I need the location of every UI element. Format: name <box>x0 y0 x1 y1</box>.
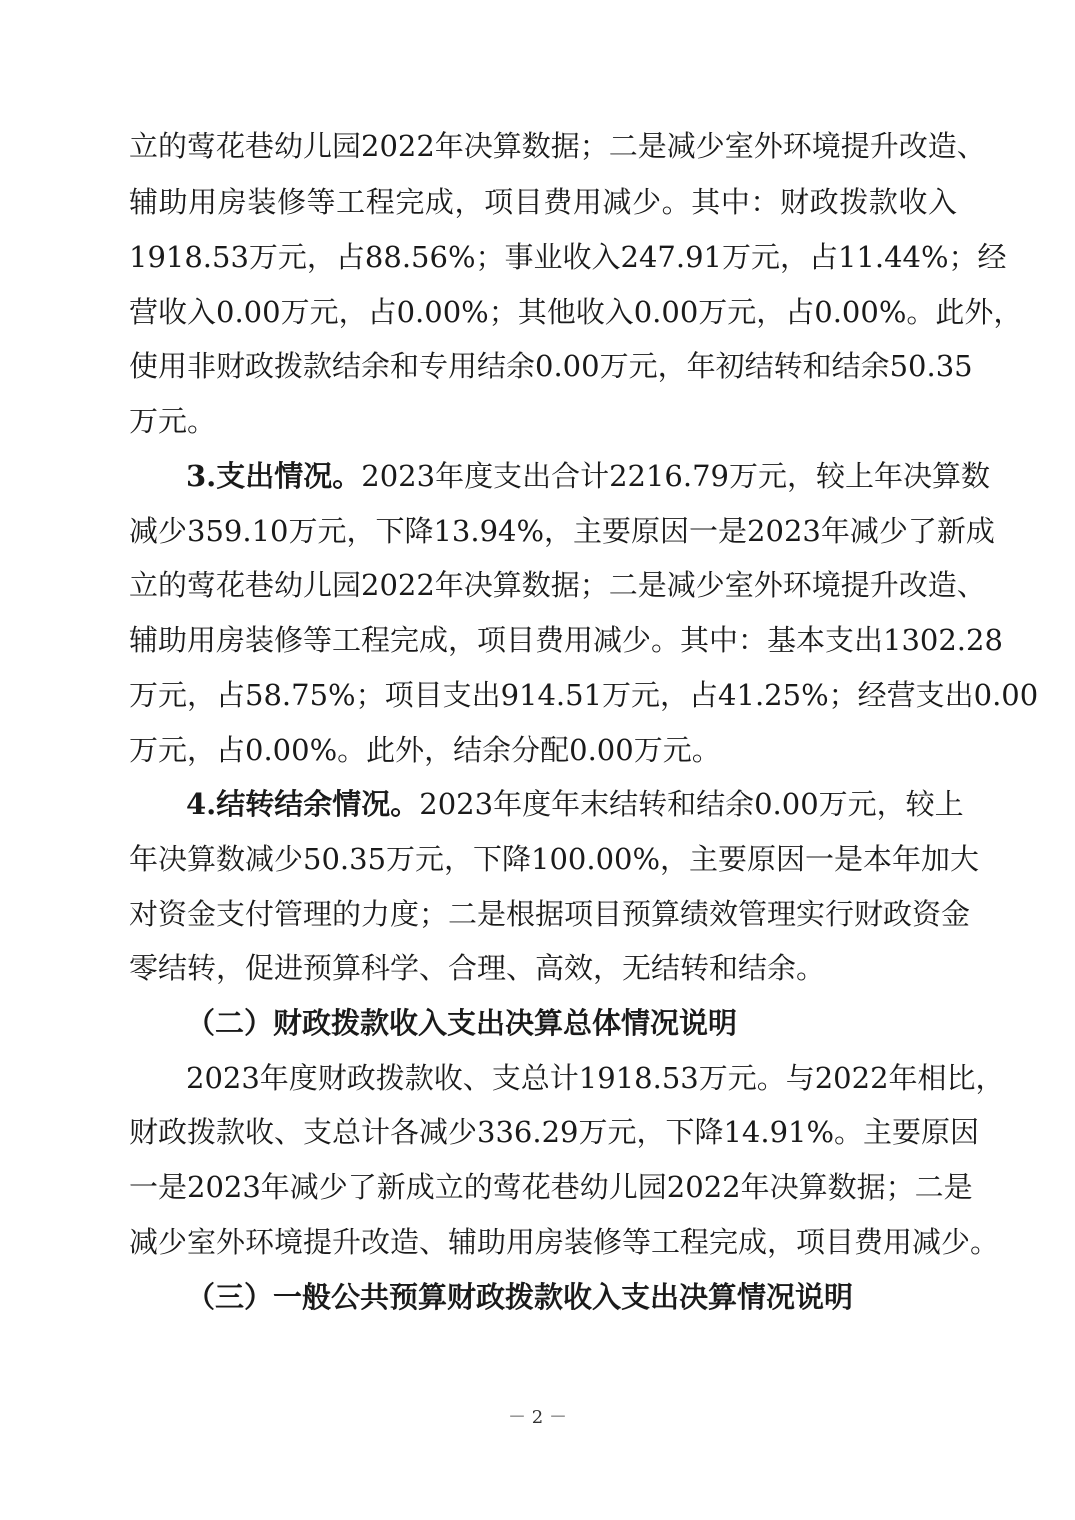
text-line: 万元。 <box>129 404 217 438</box>
expenditure-first-line-text: 2023年度支出合计2216.79万元，较上年决算数 <box>361 459 991 493</box>
balance-first-line-text: 2023年度年末结转和结余0.00万元，较上 <box>419 787 964 821</box>
text-line: 立的莺花巷幼儿园2022年决算数据；二是减少室外环境提升改造、 <box>129 568 986 602</box>
expenditure-heading: 3.支出情况。 <box>186 459 362 493</box>
text-line: 立的莺花巷幼儿园2022年决算数据；二是减少室外环境提升改造、 <box>129 129 986 163</box>
text-line: 财政拨款收、支总计各减少336.29万元，下降14.91%。主要原因 <box>129 1115 980 1149</box>
text-line: 年决算数减少50.35万元，下降100.00%，主要原因一是本年加大 <box>129 842 980 876</box>
text-line: 万元，占58.75%；项目支出914.51万元，占41.25%；经营支出0.00 <box>129 678 1039 712</box>
section-heading-three: （三）一般公共预算财政拨款收入支出决算情况说明 <box>186 1280 854 1314</box>
text-line: 辅助用房装修等工程完成，项目费用减少。其中：基本支出1302.28 <box>129 623 1003 657</box>
text-line: 减少359.10万元，下降13.94%，主要原因一是2023年减少了新成 <box>129 514 995 548</box>
text-line: 对资金支付管理的力度；二是根据项目预算绩效管理实行财政资金 <box>129 897 971 931</box>
section-heading-two: （二）财政拨款收入支出决算总体情况说明 <box>186 1006 738 1040</box>
text-line: 营收入0.00万元，占0.00%；其他收入0.00万元，占0.00%。此外， <box>129 295 1023 329</box>
expenditure-first-line <box>186 456 991 496</box>
text-line: 1918.53万元，占88.56%；事业收入247.91万元，占11.44%；经 <box>129 240 1007 274</box>
page-number: － 2 － <box>508 1407 567 1428</box>
text-line: 2023年度财政拨款收、支总计1918.53万元。与2022年相比， <box>186 1061 1005 1095</box>
text-line: 一是2023年减少了新成立的莺花巷幼儿园2022年决算数据；二是 <box>129 1170 973 1204</box>
text-line: 零结转，促进预算科学、合理、高效，无结转和结余。 <box>129 951 826 985</box>
balance-heading: 4.结转结余情况。 <box>186 787 420 821</box>
text-line: 万元，占0.00%。此外，结余分配0.00万元。 <box>129 733 721 767</box>
text-line: 减少室外环境提升改造、辅助用房装修等工程完成，项目费用减少。 <box>129 1225 1000 1259</box>
balance-first-line <box>186 784 964 824</box>
text-line: 使用非财政拨款结余和专用结余0.00万元，年初结转和结余50.35 <box>129 349 973 383</box>
text-line: 辅助用房装修等工程完成，项目费用减少。其中：财政拨款收入 <box>129 185 957 219</box>
